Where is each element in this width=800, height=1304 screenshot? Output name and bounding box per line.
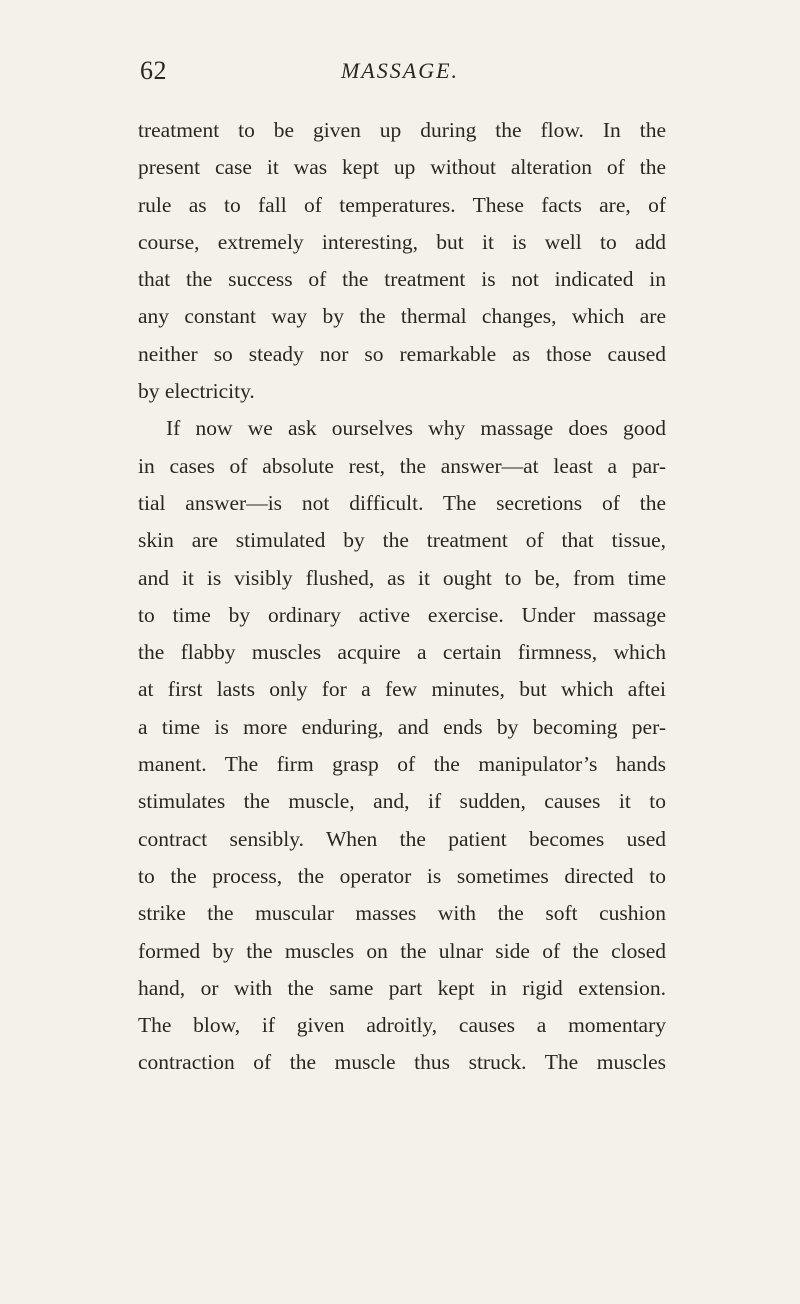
text-line: The blow, if given adroitly, causes a momentary — [138, 1013, 666, 1038]
running-title: MASSAGE. — [340, 58, 460, 83]
text-line: neither so steady nor so remarkable as those caused — [138, 341, 666, 366]
text-line: tial answer—is not difficult. The secretions of the — [138, 490, 666, 515]
text-line: present case it was kept up without alteration of the — [138, 155, 666, 180]
paragraph-start-line: If now we ask ourselves why massage does good — [166, 416, 666, 441]
text-line: that the success of the treatment is not indicated in — [138, 267, 666, 292]
text-line: and it is visibly flushed, as it ought to be, from time — [138, 565, 666, 590]
text-line: at first lasts only for a few minutes, but which aftei — [138, 677, 666, 702]
text-line: any constant way by the thermal changes, which are — [138, 304, 666, 329]
text-line: contract sensibly. When the patient becomes used — [138, 826, 666, 851]
text-line: manent. The firm grasp of the manipulator’s hands — [138, 752, 666, 777]
body-text — [138, 112, 666, 1082]
text-line: rule as to fall of temperatures. These facts are, of — [138, 192, 666, 217]
text-line: to time by ordinary active exercise. Under massage — [138, 602, 666, 627]
running-head — [0, 56, 800, 96]
text-line: skin are stimulated by the treatment of that tissue, — [138, 528, 666, 553]
text-line: a time is more enduring, and ends by becoming per- — [138, 714, 666, 739]
text-line: treatment to be given up during the flow. In the — [138, 118, 666, 142]
text-line: course, extremely interesting, but it is well to add — [138, 229, 666, 254]
text-line: in cases of absolute rest, the answer—at least a par- — [138, 453, 666, 478]
paragraph-end-line: by electricity. — [138, 379, 255, 404]
text-line: formed by the muscles on the ulnar side of the closed — [138, 938, 666, 963]
page-number: 62 — [140, 56, 167, 85]
text-line: hand, or with the same part kept in rigid extension. — [138, 975, 666, 1000]
text-line: the flabby muscles acquire a certain firmness, which — [138, 640, 666, 665]
text-line: contraction of the muscle thus struck. The muscles — [138, 1050, 666, 1075]
text-line: to the process, the operator is sometimes directed to — [138, 863, 666, 888]
text-line: strike the muscular masses with the soft cushion — [138, 901, 666, 926]
text-line: stimulates the muscle, and, if sudden, causes it to — [138, 789, 666, 814]
